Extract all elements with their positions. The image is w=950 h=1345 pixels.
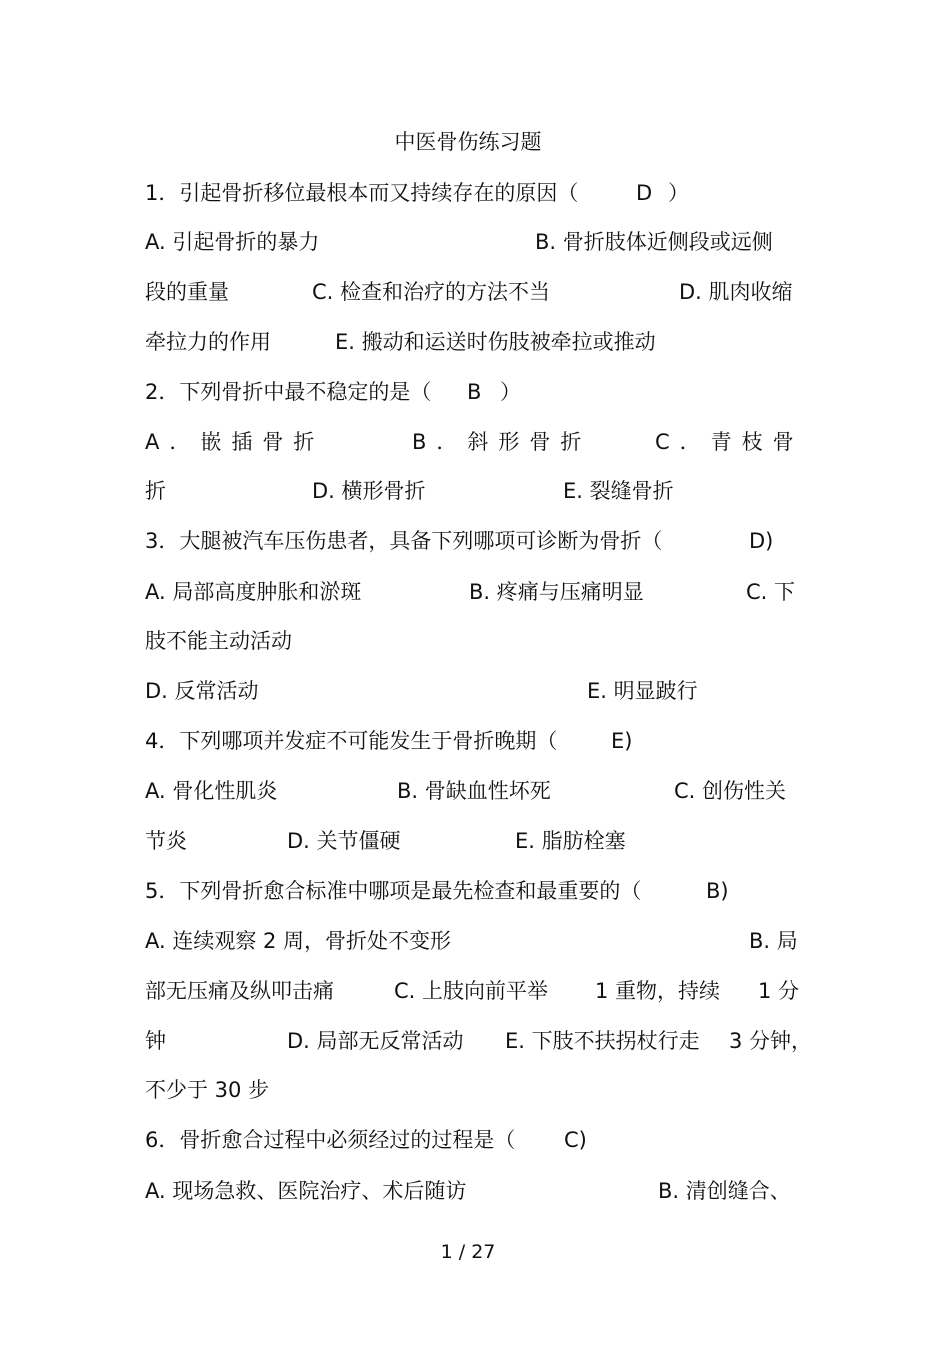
question-5-option-e-part-2: 3 分钟， <box>729 1029 813 1053</box>
question-1-stem: 1．引起骨折移位最根本而又持续存在的原因（ <box>145 181 579 205</box>
question-5-answer: B) <box>706 879 729 903</box>
question-5-options-line-2 <box>0 976 950 1006</box>
question-2-answer: B <box>467 380 482 404</box>
question-6-options-line-1 <box>0 1176 950 1206</box>
question-5-option-c-part-2: 1 重物，持续 <box>595 979 721 1003</box>
question-1-options-line-3 <box>0 327 950 357</box>
question-6-stem-line <box>0 1125 950 1155</box>
question-3-stem: 3．大腿被汽车压伤患者，具备下列哪项可诊断为骨折（ <box>145 529 663 553</box>
question-6-option-a: A. 现场急救、医院治疗、术后随访 <box>145 1179 467 1203</box>
question-5-option-c-part-3: 1 分 <box>758 979 800 1003</box>
question-1-stem-line <box>0 178 950 208</box>
question-1-option-b-continued: 段的重量 <box>145 280 229 304</box>
question-4-option-b: B. 骨缺血性坏死 <box>397 779 551 803</box>
question-5-option-c-part-1: C. 上肢向前平举 <box>394 979 549 1003</box>
question-6-option-b: B. 清创缝合、 <box>658 1179 791 1203</box>
question-1-option-b: B. 骨折肢体近侧段或远侧 <box>535 230 773 254</box>
question-2-option-c-continued: 折 <box>145 479 166 503</box>
question-4-option-a: A. 骨化性肌炎 <box>145 779 278 803</box>
question-6-stem: 6．骨折愈合过程中必须经过的过程是（ <box>145 1128 516 1152</box>
document-title: 中医骨伤练习题 <box>394 130 542 154</box>
question-3-option-c-continued: 肢不能主动活动 <box>145 629 292 653</box>
question-2-option-c: C．青枝骨 <box>655 430 804 454</box>
question-1-option-a: A. 引起骨折的暴力 <box>145 230 320 254</box>
question-1-option-d: D. 肌肉收缩 <box>679 280 793 304</box>
question-2-options-line-2 <box>0 476 950 506</box>
question-2-close: ） <box>500 380 521 404</box>
question-1-option-c: C. 检查和治疗的方法不当 <box>312 280 551 304</box>
question-3-option-a: A. 局部高度肿胀和淤斑 <box>145 580 362 604</box>
question-3-option-e: E. 明显跛行 <box>587 679 698 703</box>
question-2-stem: 2．下列骨折中最不稳定的是（ <box>145 380 432 404</box>
question-5-option-a: A. 连续观察 2 周，骨折处不变形 <box>145 929 452 953</box>
question-4-option-d: D. 关节僵硬 <box>287 829 401 853</box>
question-4-stem-line <box>0 726 950 756</box>
question-2-option-d: D. 横形骨折 <box>312 479 426 503</box>
question-1-option-e: E. 搬动和运送时伤肢被牵拉或推动 <box>335 330 656 354</box>
question-3-options-line-3 <box>0 676 950 706</box>
question-3-option-d: D. 反常活动 <box>145 679 259 703</box>
question-5-option-c-continued: 钟 <box>145 1029 166 1053</box>
question-4-stem: 4．下列哪项并发症不可能发生于骨折晚期（ <box>145 729 558 753</box>
question-2-option-a: A．嵌插骨折 <box>145 430 325 454</box>
question-3-answer: D) <box>749 529 774 553</box>
question-5-stem: 5．下列骨折愈合标准中哪项是最先检查和最重要的（ <box>145 879 642 903</box>
question-3-options-line-2 <box>0 626 950 656</box>
question-5-stem-line <box>0 876 950 906</box>
question-1-options-line-1 <box>0 227 950 257</box>
question-3-stem-line <box>0 526 950 556</box>
question-5-options-line-3 <box>0 1026 950 1056</box>
question-4-option-e: E. 脂肪栓塞 <box>515 829 626 853</box>
page-number: 1 / 27 <box>440 1241 496 1263</box>
question-5-option-b: B. 局 <box>749 929 798 953</box>
question-4-options-line-1 <box>0 776 950 806</box>
question-2-option-e: E. 裂缝骨折 <box>563 479 674 503</box>
question-4-option-c-continued: 节炎 <box>145 829 187 853</box>
question-3-option-b: B. 疼痛与压痛明显 <box>469 580 644 604</box>
question-1-option-d-continued: 牵拉力的作用 <box>145 330 271 354</box>
question-5-option-e-part-1: E. 下肢不扶拐杖行走 <box>505 1029 700 1053</box>
question-4-answer: E) <box>611 729 633 753</box>
question-1-answer: D <box>636 181 653 205</box>
question-5-option-d: D. 局部无反常活动 <box>287 1029 464 1053</box>
question-5-option-b-continued: 部无压痛及纵叩击痛 <box>145 979 334 1003</box>
question-1-options-line-2 <box>0 277 950 307</box>
question-2-option-b: B．斜形骨折 <box>412 430 592 454</box>
question-5-options-line-1 <box>0 926 950 956</box>
question-5-options-line-4 <box>0 1075 950 1105</box>
question-3-options-line-1 <box>0 577 950 607</box>
question-4-options-line-2 <box>0 826 950 856</box>
question-4-option-c: C. 创伤性关 <box>674 779 787 803</box>
question-1-close: ） <box>668 181 689 205</box>
question-3-option-c: C. 下 <box>746 580 796 604</box>
question-2-stem-line <box>0 377 950 407</box>
question-2-options-line-1 <box>0 427 950 457</box>
question-5-option-e-continued: 不少于 30 步 <box>145 1078 270 1102</box>
question-6-answer: C) <box>564 1128 587 1152</box>
